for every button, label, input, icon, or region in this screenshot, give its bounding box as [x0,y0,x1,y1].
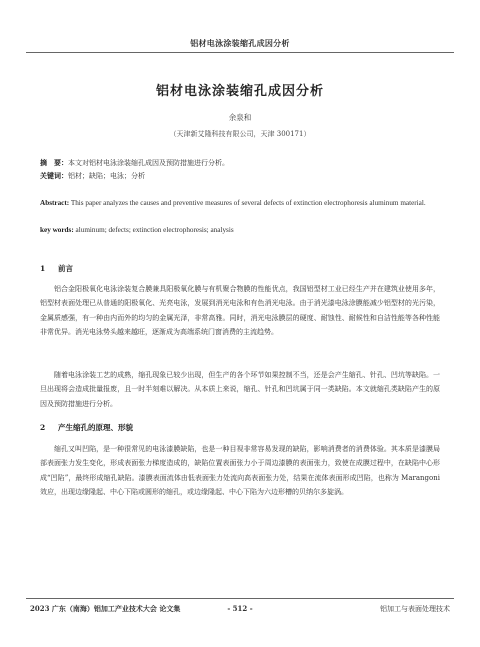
abstract-cn-label: 摘 要： [40,158,68,167]
section-heading-introduction [40,263,73,274]
section-number: 2 [40,423,46,432]
body-paragraph: 缩孔又叫凹陷，是一种很常见的电泳漆膜缺陷，也是一种目视非常容易发现的缺陷，影响消费者的消费体验。其本质是漆膜局部表面张力发生变化，形成表面张力梯度造成的，缺陷位置表面张力小于周边漆膜的表面张力，致使在成膜过程中，在缺陷中心形成“凹陷”，最终形成缩孔缺陷。漆膜表面流体由低表面张力处流向高表面张力处，结果在流体表面形成凹陷，也称为 Marangoni 效应，出现边缘隆起、中心下陷或圆形的缩孔，或边缘隆起、中心下陷为六边形槽的贝纳尔多旋涡。 [40,445,440,496]
section-number: 1 [40,264,46,273]
keywords-en [40,224,438,237]
author-affiliation: （天津新艾隆科技有限公司，天津 300171） [169,130,311,138]
keywords-en-label: key words: [40,226,74,234]
abstract-cn [40,157,440,169]
keywords-cn [40,170,440,182]
keywords-cn-label: 关键词： [40,171,68,180]
keywords-en-text: aluminum; defects; extinction electrophoresis; analysis [75,226,234,234]
abstract-en-label: Abstract: [40,199,70,207]
section-title: 前言 [58,264,73,273]
body-paragraph: 随着电泳涂装工艺的成熟，缩孔现象已较少出现，但生产的各个环节如果控制不当，还是会产生缩孔、针孔、凹坑等缺陷。一旦出现将会造成批量报废，且一时半刻难以解决。从本质上来说，缩孔、针孔和凹坑属于同一类缺陷。本文就缩孔类缺陷产生的原因及预防措施进行分析。 [40,371,440,408]
footer-divider [26,598,454,599]
body-paragraph: 铝合金阳极氧化电泳涂装复合膜兼具阳极氧化膜与有机聚合物膜的性能优点，我国铝型材工业已经生产并在建筑业使用多年，铝型材表面处理已从普通的阳极氧化、光亮电泳，发展到消光电泳和有色消光电泳。由于消光漆电泳涂膜能减少铝型材的光污染，金属质感强，有一种由内而外的均匀的金属光泽，非常高雅。同时，消光电泳膜层的硬度、耐蚀性、耐候性和自洁性能等各种性能非常优异。消光电泳势头越来越旺，逐渐成为高端系统门窗消费的主流趋势。 [40,285,440,336]
footer-proceedings: 2023 广东（南海）铝加工产业技术大会 论文集 [30,604,181,613]
author-name: 余泉和 [228,113,252,122]
section-title: 产生缩孔的原理、形貌 [58,423,133,432]
header-divider [26,52,454,53]
footer-journal: 铝加工与表面处理技术 [380,605,450,613]
page-number: - 512 - [227,604,253,613]
abstract-en [40,197,438,210]
article-title: 铝材电泳涂装缩孔成因分析 [155,84,324,99]
keywords-cn-text: 铝材；缺陷；电泳；分析 [68,172,145,180]
section-heading-principle [40,422,133,433]
abstract-cn-text: 本文对铝材电泳涂装缩孔成因及预防措施进行分析。 [68,159,229,167]
abstract-en-text: This paper analyzes the causes and preventive measures of several defects of extinction electrophoresis aluminum material. [70,199,426,207]
running-header: 铝材电泳涂装缩孔成因分析 [190,38,290,48]
